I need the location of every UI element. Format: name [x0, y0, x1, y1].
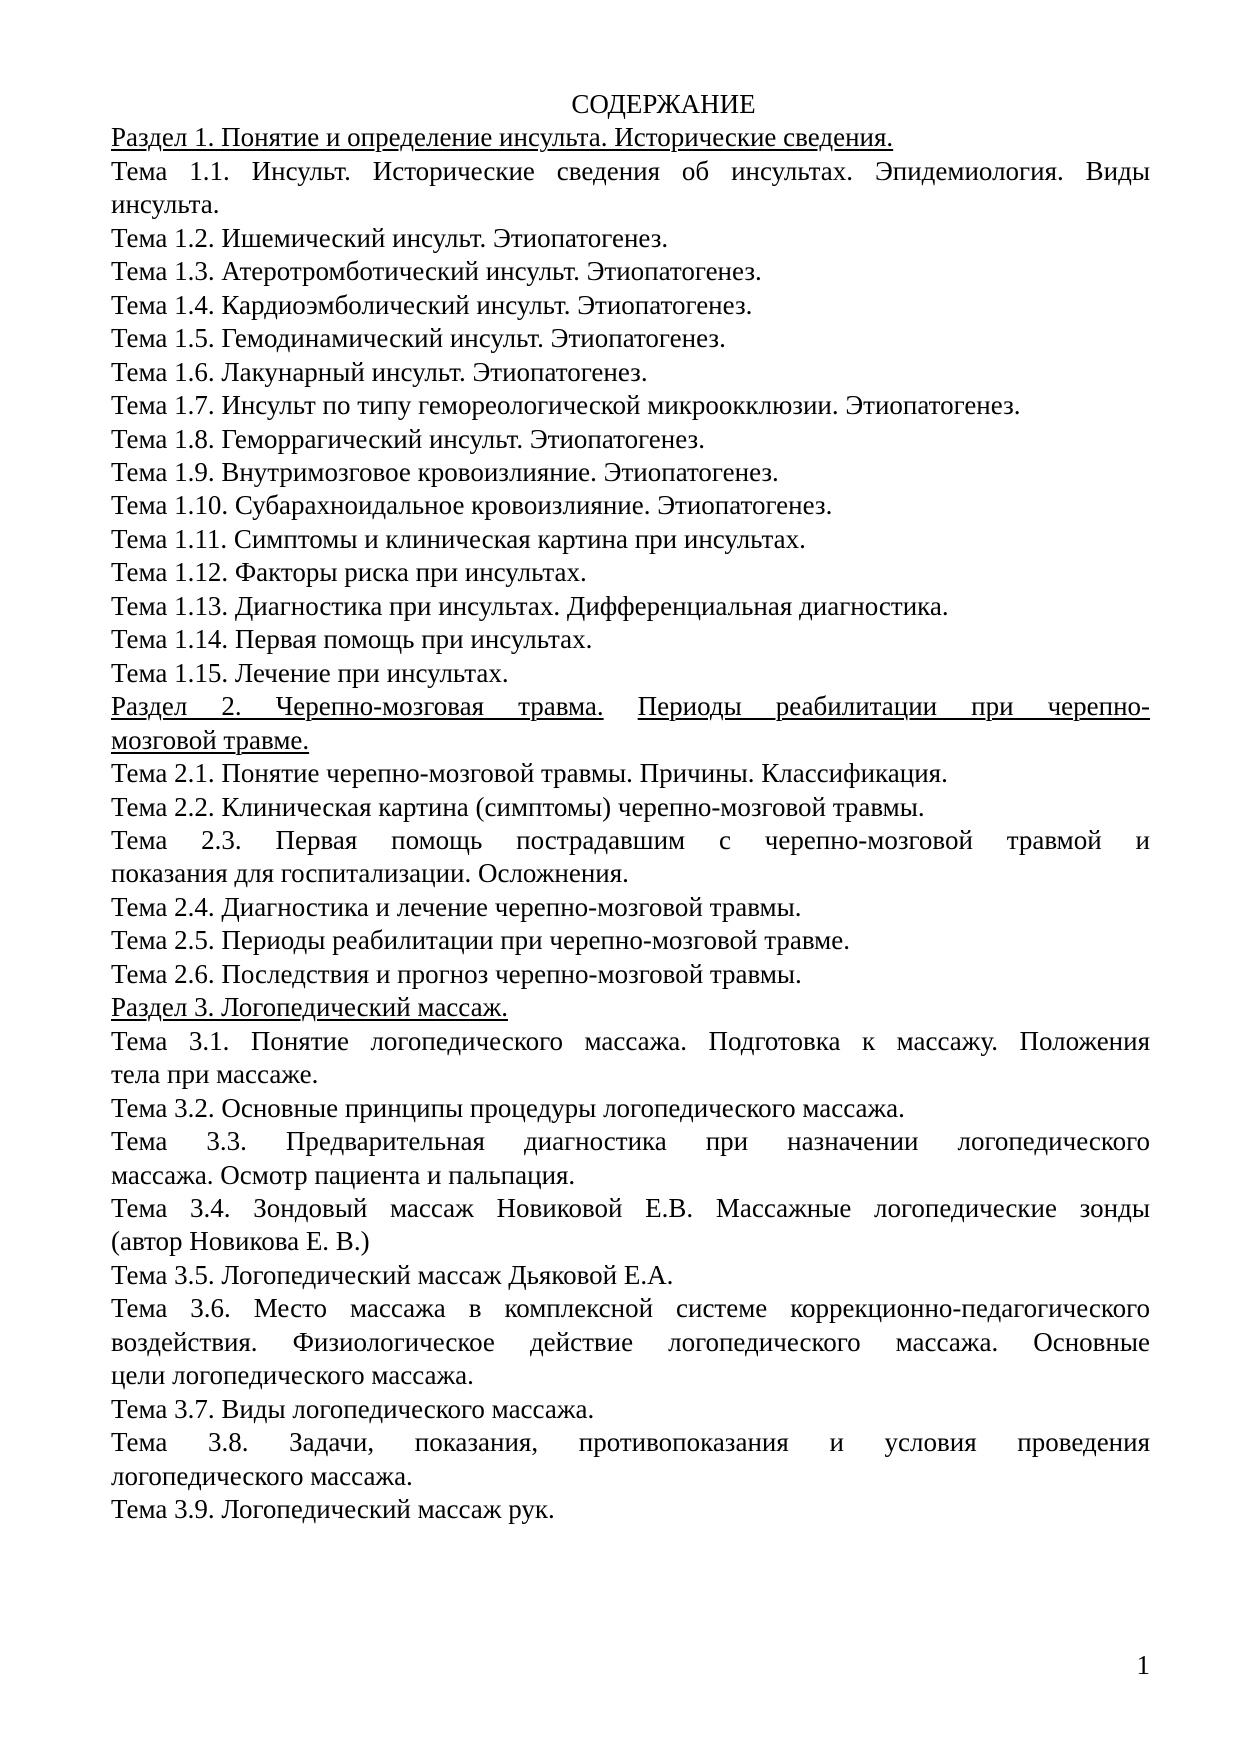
toc-line	[111, 1359, 1150, 1392]
toc-text: Тема 1.12. Факторы риска при инсультах.	[111, 557, 587, 588]
toc-entry-topic	[111, 255, 1150, 288]
toc-text: Тема 1.11. Симптомы и клиническая картина при инсультах.	[111, 523, 806, 554]
toc-text: цели логопедического массажа.	[111, 1360, 474, 1391]
toc-entry-topic	[111, 1025, 1150, 1092]
toc-text: Тема 3.2. Основные принципы процедуры логопедического массажа.	[111, 1092, 905, 1123]
toc-line	[111, 791, 1150, 824]
toc-entry-topic	[111, 791, 1150, 824]
toc-line	[111, 1092, 1150, 1125]
toc-text: логопедического массажа.	[111, 1460, 413, 1491]
toc-entry-topic	[111, 1125, 1150, 1192]
toc-text: Тема 1.8. Геморрагический инсульт. Этиопатогенез.	[111, 423, 705, 454]
toc-line	[111, 857, 1150, 890]
toc-text: Тема 3.7. Виды логопедического массажа.	[111, 1393, 595, 1424]
toc-entry-topic	[111, 1259, 1150, 1292]
toc-text: Тема 2.2. Клиническая картина (симптомы) черепно-мозговой травмы.	[111, 791, 925, 822]
toc-line	[111, 623, 1150, 656]
toc-text: Тема 1.5. Гемодинамический инсульт. Этиопатогенез.	[111, 323, 726, 354]
toc-line	[111, 456, 1150, 489]
toc-entry-topic	[111, 155, 1150, 222]
toc-text: Тема 3.8. Задачи, показания, противопоказания и условия проведения	[111, 1427, 1150, 1458]
toc-underlined-text: Раздел 2. Черепно-мозговая травма.	[111, 691, 604, 722]
toc-line	[111, 1426, 1150, 1459]
toc-line	[111, 1292, 1150, 1325]
toc-text: Тема 2.1. Понятие черепно-мозговой травмы. Причины. Классификация.	[111, 758, 948, 789]
toc-text: Тема 1.10. Субарахноидальное кровоизлияние. Этиопатогенез.	[111, 490, 833, 521]
toc	[111, 121, 1150, 1526]
toc-text: Тема 2.4. Диагностика и лечение черепно-мозговой травмы.	[111, 891, 802, 922]
toc-entry-topic	[111, 891, 1150, 924]
toc-underlined-text: Периоды реабилитации при черепно-	[637, 691, 1151, 722]
toc-line	[111, 489, 1150, 522]
toc-text: Тема 1.13. Диагностика при инсультах. Дифференциальная диагностика.	[111, 590, 949, 621]
toc-line	[111, 1192, 1150, 1225]
toc-line	[111, 423, 1150, 456]
toc-text: Тема 1.14. Первая помощь при инсультах.	[111, 624, 593, 655]
toc-line	[111, 724, 1150, 757]
toc-text: Тема 2.3. Первая помощь пострадавшим с черепно-мозговой травмой и	[111, 824, 1150, 855]
toc-line	[111, 1326, 1150, 1359]
toc-text: Тема 3.1. Понятие логопедического массажа. Подготовка к массажу. Положения	[111, 1025, 1150, 1056]
toc-text: Тема 2.6. Последствия и прогноз черепно-мозговой травмы.	[111, 958, 802, 989]
toc-line	[111, 322, 1150, 355]
toc-entry-topic	[111, 657, 1150, 690]
toc-entry-topic	[111, 389, 1150, 422]
toc-line	[111, 991, 1150, 1024]
toc-line	[111, 657, 1150, 690]
toc-line	[111, 155, 1150, 188]
toc-line	[111, 255, 1150, 288]
toc-text	[604, 691, 638, 721]
toc-entry-topic	[111, 423, 1150, 456]
toc-entry-topic	[111, 1292, 1150, 1392]
toc-text: Тема 3.3. Предварительная диагностика при назначении логопедического	[111, 1126, 1150, 1157]
toc-text: Тема 3.4. Зондовый массаж Новиковой Е.В. Массажные логопедические зонды	[111, 1192, 1150, 1223]
toc-text: Тема 1.7. Инсульт по типу гемореологической микроокклюзии. Этиопатогенез.	[111, 390, 1021, 421]
toc-entry-topic	[111, 958, 1150, 991]
toc-line	[111, 556, 1150, 589]
toc-entry-topic	[111, 556, 1150, 589]
toc-entry-topic	[111, 1493, 1150, 1526]
toc-entry-topic	[111, 757, 1150, 790]
toc-text: Тема 1.15. Лечение при инсультах.	[111, 657, 509, 688]
toc-entry-section	[111, 991, 1150, 1024]
toc-line	[111, 289, 1150, 322]
toc-line	[111, 222, 1150, 255]
toc-entry-topic	[111, 356, 1150, 389]
toc-underlined-text: мозговой травме.	[111, 724, 310, 755]
toc-line	[111, 924, 1150, 957]
toc-entry-section	[111, 121, 1150, 154]
toc-line	[111, 1259, 1150, 1292]
toc-line	[111, 523, 1150, 556]
toc-text: показания для госпитализации. Осложнения.	[111, 858, 629, 889]
toc-text: Тема 3.6. Место массажа в комплексной системе коррекционно-педагогического	[111, 1293, 1150, 1324]
toc-line	[111, 1025, 1150, 1058]
toc-text: воздействия. Физиологическое действие логопедического массажа. Основные	[111, 1326, 1150, 1357]
toc-entry-topic	[111, 523, 1150, 556]
toc-entry-topic	[111, 489, 1150, 522]
toc-line	[111, 1225, 1150, 1258]
toc-entry-section	[111, 690, 1150, 757]
toc-entry-topic	[111, 824, 1150, 891]
toc-entry-topic	[111, 1092, 1150, 1125]
toc-line	[111, 891, 1150, 924]
toc-entry-topic	[111, 590, 1150, 623]
toc-line	[111, 824, 1150, 857]
toc-text: инсульта.	[111, 189, 220, 220]
toc-line	[111, 1159, 1150, 1192]
toc-line	[111, 389, 1150, 422]
toc-text: Тема 3.9. Логопедический массаж рук.	[111, 1494, 555, 1525]
toc-text: массажа. Осмотр пациента и пальпация.	[111, 1159, 576, 1190]
toc-line	[111, 121, 1150, 154]
toc-line	[111, 958, 1150, 991]
toc-line	[111, 1125, 1150, 1158]
toc-line	[111, 356, 1150, 389]
toc-line	[111, 188, 1150, 221]
toc-line	[111, 1460, 1150, 1493]
toc-text: Тема 1.6. Лакунарный инсульт. Этиопатогенез.	[111, 356, 648, 387]
toc-line	[111, 1393, 1150, 1426]
toc-entry-topic	[111, 1393, 1150, 1426]
toc-entry-topic	[111, 289, 1150, 322]
toc-line	[111, 757, 1150, 790]
toc-text: Тема 2.5. Периоды реабилитации при черепно-мозговой травме.	[111, 925, 850, 956]
toc-text: Тема 1.3. Атеротромботический инсульт. Этиопатогенез.	[111, 256, 762, 287]
toc-line	[111, 690, 1150, 723]
toc-text: Тема 1.9. Внутримозговое кровоизлияние. Этиопатогенез.	[111, 456, 779, 487]
toc-underlined-text: Раздел 1. Понятие и определение инсульта. Исторические сведения.	[111, 122, 894, 153]
document-content	[111, 88, 1150, 1526]
toc-entry-topic	[111, 1426, 1150, 1493]
page-number: 1	[1136, 1650, 1150, 1680]
toc-line	[111, 1058, 1150, 1091]
page-title: СОДЕРЖАНИЕ	[571, 89, 756, 119]
toc-entry-topic	[111, 1192, 1150, 1259]
toc-text: Тема 1.2. Ишемический инсульт. Этиопатогенез.	[111, 222, 669, 253]
toc-text: Тема 1.4. Кардиоэмболический инсульт. Этиопатогенез.	[111, 289, 753, 320]
toc-entry-topic	[111, 322, 1150, 355]
toc-entry-topic	[111, 924, 1150, 957]
toc-entry-topic	[111, 623, 1150, 656]
toc-text: Тема 3.5. Логопедический массаж Дьяковой Е.А.	[111, 1259, 674, 1290]
toc-text: Тема 1.1. Инсульт. Исторические сведения об инсультах. Эпидемиология. Виды	[111, 155, 1150, 186]
toc-underlined-text: Раздел 3. Логопедический массаж.	[111, 992, 508, 1023]
toc-entry-topic	[111, 456, 1150, 489]
toc-line	[111, 590, 1150, 623]
toc-text: (автор Новикова Е. В.)	[111, 1226, 370, 1257]
toc-line	[111, 1493, 1150, 1526]
toc-text: тела при массаже.	[111, 1059, 319, 1090]
toc-entry-topic	[111, 222, 1150, 255]
